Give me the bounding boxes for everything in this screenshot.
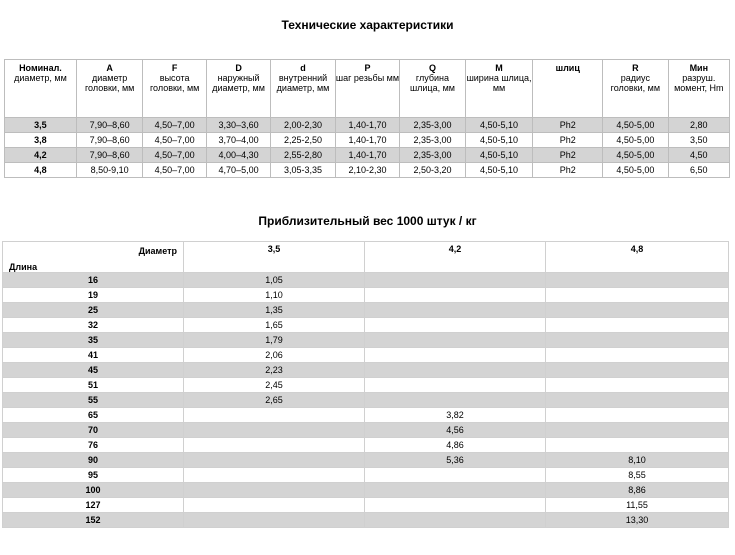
spec-cell: 3,70–4,00 — [206, 133, 270, 148]
weight-row — [3, 423, 729, 438]
weight-row — [3, 303, 729, 318]
spec-cell: 4,8 — [5, 163, 77, 178]
spec-cell: 4,50–7,00 — [143, 118, 206, 133]
spec-title: Технические характеристики — [281, 18, 454, 32]
weight-length-cell: 70 — [3, 423, 184, 438]
weight-length-cell: 32 — [3, 318, 184, 333]
spec-row — [5, 133, 730, 148]
weight-length-cell: 90 — [3, 453, 184, 468]
spec-header-desc: глубина шлица, мм — [409, 73, 455, 93]
spec-cell: 2,35-3,00 — [400, 133, 466, 148]
spec-cell: 1,40-1,70 — [335, 148, 399, 163]
weight-value-cell — [546, 393, 729, 408]
weight-row — [3, 273, 729, 288]
weight-value-cell: 1,79 — [184, 333, 365, 348]
spec-row — [5, 163, 730, 178]
weight-value-cell — [546, 303, 729, 318]
weight-row — [3, 363, 729, 378]
spec-header-cell — [533, 60, 603, 118]
spec-cell: 3,50 — [668, 133, 729, 148]
weight-value-cell — [365, 513, 546, 528]
weight-row — [3, 513, 729, 528]
spec-header-desc: высота головки, мм — [149, 73, 200, 93]
weight-value-cell — [365, 498, 546, 513]
spec-cell: 8,50-9,10 — [76, 163, 143, 178]
spec-cell: 1,40-1,70 — [335, 133, 399, 148]
weight-value-cell — [184, 438, 365, 453]
length-label: Длина — [9, 262, 38, 272]
spec-cell: 3,05-3,35 — [271, 163, 335, 178]
spec-header-desc: диаметр головки, мм — [84, 73, 135, 93]
spec-header-row — [5, 60, 730, 118]
weight-row — [3, 288, 729, 303]
spec-cell: 2,55-2,80 — [271, 148, 335, 163]
spec-cell: 4,50-5,10 — [465, 133, 533, 148]
weight-row — [3, 348, 729, 363]
weight-length-cell: 95 — [3, 468, 184, 483]
weight-value-cell — [365, 333, 546, 348]
weight-value-cell — [546, 438, 729, 453]
spec-header-cell — [603, 60, 669, 118]
weight-value-cell — [546, 408, 729, 423]
spec-cell: 4,50–7,00 — [143, 133, 206, 148]
spec-cell: 4,50-5,00 — [603, 163, 669, 178]
spec-header-desc: радиус головки, мм — [610, 73, 661, 93]
weight-value-cell: 4,56 — [365, 423, 546, 438]
spec-cell: 7,90–8,60 — [76, 148, 143, 163]
weight-row — [3, 378, 729, 393]
spec-header-cell — [668, 60, 729, 118]
spec-cell: 7,90–8,60 — [76, 118, 143, 133]
spec-header-desc: внутренний диаметр, мм — [276, 73, 330, 93]
spec-cell: 2,10-2,30 — [335, 163, 399, 178]
weight-row — [3, 333, 729, 348]
weight-length-cell: 25 — [3, 303, 184, 318]
weight-value-cell: 2,45 — [184, 378, 365, 393]
weight-length-cell: 100 — [3, 483, 184, 498]
weight-title: Приблизительный вес 1000 штук / кг — [258, 214, 477, 228]
weight-value-cell — [365, 483, 546, 498]
weight-length-cell: 16 — [3, 273, 184, 288]
weight-row — [3, 438, 729, 453]
weight-value-cell — [546, 318, 729, 333]
weight-value-cell — [184, 423, 365, 438]
weight-diameter-header: 3,5 — [184, 242, 365, 273]
weight-value-cell: 4,86 — [365, 438, 546, 453]
weight-value-cell — [546, 333, 729, 348]
spec-cell: 2,35-3,00 — [400, 148, 466, 163]
spec-header-symbol: Номинал. — [19, 63, 62, 73]
weight-corner-cell — [3, 242, 184, 273]
spec-header-symbol: F — [171, 63, 178, 73]
spec-header-symbol: R — [632, 63, 639, 73]
weight-length-cell: 76 — [3, 438, 184, 453]
spec-row — [5, 118, 730, 133]
weight-value-cell — [546, 378, 729, 393]
spec-header-symbol: D — [235, 63, 242, 73]
weight-row — [3, 408, 729, 423]
spec-cell: 4,50-5,00 — [603, 118, 669, 133]
diameter-label: Диаметр — [138, 246, 177, 256]
weight-length-cell: 51 — [3, 378, 184, 393]
spec-cell: 7,90–8,60 — [76, 133, 143, 148]
weight-row — [3, 498, 729, 513]
weight-value-cell — [546, 363, 729, 378]
spec-table — [4, 59, 730, 178]
spec-header-cell — [465, 60, 533, 118]
spec-cell: 2,25-2,50 — [271, 133, 335, 148]
weight-value-cell: 1,35 — [184, 303, 365, 318]
spec-row — [5, 148, 730, 163]
spec-cell: 2,35-3,00 — [400, 118, 466, 133]
weight-row — [3, 483, 729, 498]
weight-value-cell: 13,30 — [546, 513, 729, 528]
weight-length-cell: 45 — [3, 363, 184, 378]
spec-header-cell — [143, 60, 206, 118]
weight-value-cell — [546, 288, 729, 303]
weight-value-cell — [546, 348, 729, 363]
spec-cell: 6,50 — [668, 163, 729, 178]
weight-length-cell: 127 — [3, 498, 184, 513]
spec-header-desc: шаг резьбы мм — [335, 73, 400, 83]
weight-length-cell: 55 — [3, 393, 184, 408]
spec-header-cell — [271, 60, 335, 118]
spec-header-desc: наружный диаметр, мм — [212, 73, 265, 93]
weight-value-cell — [184, 453, 365, 468]
weight-value-cell: 3,82 — [365, 408, 546, 423]
weight-value-cell — [184, 483, 365, 498]
weight-value-cell — [365, 393, 546, 408]
weight-value-cell: 8,55 — [546, 468, 729, 483]
weight-value-cell — [184, 498, 365, 513]
spec-header-cell — [206, 60, 270, 118]
spec-cell: 3,30–3,60 — [206, 118, 270, 133]
spec-header-desc: разруш. момент, Нm — [674, 73, 724, 93]
spec-header-cell — [400, 60, 466, 118]
spec-cell: 4,50-5,10 — [465, 118, 533, 133]
weight-row — [3, 453, 729, 468]
weight-value-cell — [184, 513, 365, 528]
weight-value-cell: 2,06 — [184, 348, 365, 363]
weight-value-cell — [184, 468, 365, 483]
spec-cell: 2,00-2,30 — [271, 118, 335, 133]
weight-value-cell — [365, 468, 546, 483]
spec-cell: 3,5 — [5, 118, 77, 133]
spec-header-symbol: A — [106, 63, 113, 73]
spec-cell: 2,50-3,20 — [400, 163, 466, 178]
weight-value-cell: 8,10 — [546, 453, 729, 468]
weight-row — [3, 318, 729, 333]
spec-cell: 4,50-5,00 — [603, 133, 669, 148]
spec-header-cell — [76, 60, 143, 118]
weight-value-cell — [365, 363, 546, 378]
spec-cell: Ph2 — [533, 163, 603, 178]
spec-header-symbol: P — [364, 63, 371, 73]
spec-cell: 2,80 — [668, 118, 729, 133]
weight-row — [3, 468, 729, 483]
spec-header-symbol: шлиц — [555, 63, 580, 73]
weight-value-cell: 1,10 — [184, 288, 365, 303]
weight-value-cell: 2,23 — [184, 363, 365, 378]
spec-cell: 3,8 — [5, 133, 77, 148]
weight-value-cell — [546, 273, 729, 288]
spec-header-symbol: d — [300, 63, 306, 73]
spec-cell: 4,2 — [5, 148, 77, 163]
spec-header-desc: ширина шлица, мм — [466, 73, 532, 93]
weight-value-cell: 2,65 — [184, 393, 365, 408]
spec-cell: 4,50-5,10 — [465, 148, 533, 163]
spec-cell: 4,50-5,00 — [603, 148, 669, 163]
spec-cell: 4,50–7,00 — [143, 148, 206, 163]
spec-cell: 1,40-1,70 — [335, 118, 399, 133]
spec-header-symbol: Q — [428, 63, 436, 73]
spec-header-cell — [335, 60, 399, 118]
spec-cell: 4,70–5,00 — [206, 163, 270, 178]
spec-header-cell — [5, 60, 77, 118]
spec-header-symbol: M — [495, 63, 503, 73]
weight-table — [2, 241, 729, 528]
weight-length-cell: 152 — [3, 513, 184, 528]
weight-value-cell — [184, 408, 365, 423]
weight-value-cell: 5,36 — [365, 453, 546, 468]
spec-cell: 4,50–7,00 — [143, 163, 206, 178]
spec-cell: Ph2 — [533, 133, 603, 148]
weight-value-cell — [365, 288, 546, 303]
weight-value-cell — [365, 273, 546, 288]
weight-value-cell: 8,86 — [546, 483, 729, 498]
weight-value-cell: 11,55 — [546, 498, 729, 513]
weight-diameter-header: 4,2 — [365, 242, 546, 273]
weight-value-cell: 1,05 — [184, 273, 365, 288]
spec-header-symbol: Мин — [689, 63, 709, 73]
weight-diameter-header: 4,8 — [546, 242, 729, 273]
weight-length-cell: 35 — [3, 333, 184, 348]
spec-cell: 4,00–4,30 — [206, 148, 270, 163]
weight-value-cell — [365, 348, 546, 363]
weight-length-cell: 19 — [3, 288, 184, 303]
weight-value-cell — [546, 423, 729, 438]
weight-value-cell — [365, 378, 546, 393]
spec-header-desc: диаметр, мм — [14, 73, 67, 83]
weight-value-cell: 1,65 — [184, 318, 365, 333]
weight-value-cell — [365, 303, 546, 318]
weight-row — [3, 393, 729, 408]
spec-cell: Ph2 — [533, 148, 603, 163]
spec-cell: 4,50-5,10 — [465, 163, 533, 178]
weight-length-cell: 65 — [3, 408, 184, 423]
spec-cell: Ph2 — [533, 118, 603, 133]
weight-value-cell — [365, 318, 546, 333]
weight-header-row — [3, 242, 729, 273]
spec-cell: 4,50 — [668, 148, 729, 163]
weight-length-cell: 41 — [3, 348, 184, 363]
